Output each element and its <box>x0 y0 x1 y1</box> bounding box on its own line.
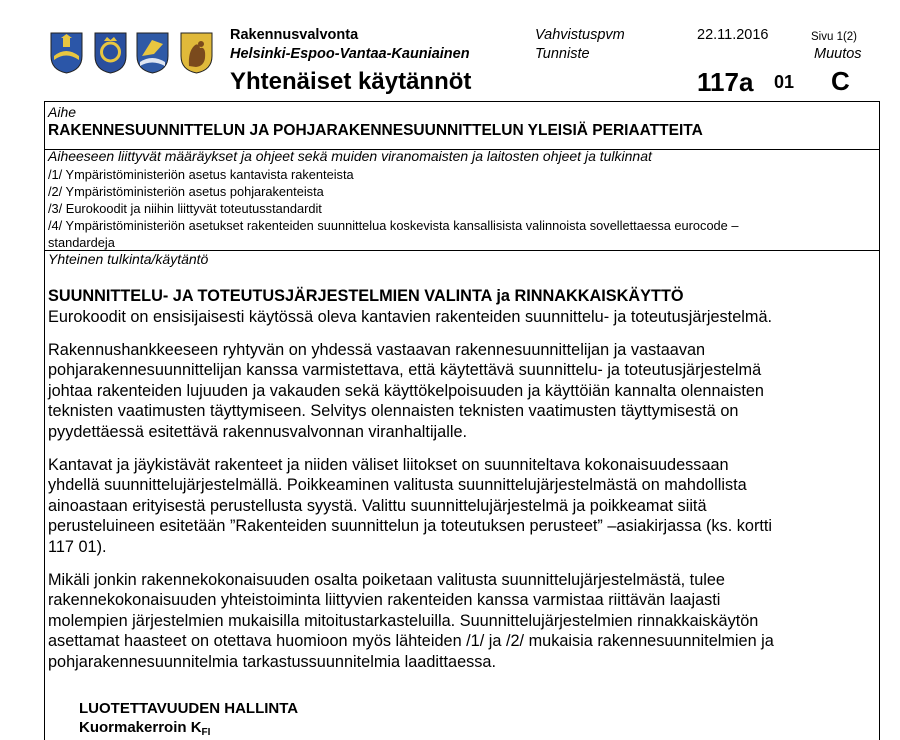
organization-cities: Helsinki-Espoo-Vantaa-Kauniainen <box>230 46 470 62</box>
paragraph-line: pohjarakennesuunnittelijan kanssa varmistettava, että käytettävä suunnittelu- ja toteutusjärjestelmä <box>48 361 762 380</box>
reference-item: /3/ Eurokoodit ja niihin liittyvät toteutusstandardit <box>48 201 322 216</box>
organization-name: Rakennusvalvonta <box>230 27 359 43</box>
paragraph <box>48 455 874 558</box>
paragraph-line: Mikäli jonkin rakennekokonaisuuden osalta poiketaan valitusta suunnittelujärjestelmästä, tulee <box>48 570 725 589</box>
paragraph-line: ainoastaan erityisestä perustellusta syystä. Valittu suunnittelujärjestelmä ja poikkeamat siitä <box>48 496 707 515</box>
reference-item: /1/ Ympäristöministeriön asetus kantavista rakenteista <box>48 167 354 182</box>
reference-item: /2/ Ympäristöministeriön asetus pohjarakenteista <box>48 184 324 199</box>
section-title: SUUNNITTELU- JA TOTEUTUSJÄRJESTELMIEN VALINTA ja RINNAKKAISKÄYTTÖ <box>48 287 684 305</box>
paragraph-line: 117 01). <box>48 537 107 556</box>
tunniste-label: Tunniste <box>535 46 590 62</box>
subsection-line-main: Kuormakerroin K <box>79 719 202 736</box>
helsinki-crest-icon <box>50 32 83 74</box>
reference-item: /4/ Ympäristöministeriön asetukset rakenteiden suunnittelua koskevista kansallisista valinnoista sovellettaessa eurocode – <box>48 218 739 233</box>
paragraph-line: Rakennushankkeeseen ryhtyvän on yhdessä vastaavan rakennesuunnittelijan ja vastaavan <box>48 340 706 359</box>
kauniainen-crest-icon <box>180 32 213 74</box>
subsection-line <box>79 719 210 738</box>
paragraph <box>48 570 874 673</box>
muutos-label: Muutos <box>814 46 862 62</box>
subsection-line-subscript: FI <box>201 727 211 738</box>
paragraph-line: molempien järjestelmien mukaisilla mitoitustarkasteluilla. Suunnittelujärjestelmien rinnakkaiskäytön <box>48 611 759 630</box>
document-title: Yhtenäiset käytännöt <box>230 68 472 95</box>
espoo-crest-icon <box>94 32 127 74</box>
subject-box <box>44 101 880 150</box>
paragraph <box>48 340 874 443</box>
paragraph-line: asettamat haasteet on otettava huomioon myös lähteiden /1/ ja /2/ mukaisia rakennesuunnitelmien ja <box>48 632 774 651</box>
vantaa-crest-icon <box>136 32 169 74</box>
reference-item-continued: standardeja <box>48 235 115 250</box>
interpretation-body <box>48 287 874 673</box>
paragraph <box>48 307 874 328</box>
interpretation-label: Yhteinen tulkinta/käytäntö <box>48 251 209 267</box>
paragraph-line: rakennekokonaisuuden yhteistoiminta liittyvien rakenteiden kanssa varmistaa riittävän laajasti <box>48 591 721 610</box>
references-box <box>44 149 880 251</box>
change-code: C <box>831 66 850 96</box>
paragraph-line: pohjarakennesuunnitelmia tarkastussuunnitelmia laadittaessa. <box>48 652 497 671</box>
paragraph-line: teknisten vaatimusten täyttymiseen. Selvitys olennaisten teknisten vaatimusten täyttymisestä on <box>48 402 739 421</box>
subject-label: Aihe <box>48 104 77 120</box>
paragraph-line: perusteluineen esitetään ”Rakenteiden suunnittelun ja toteutuksen perusteet” –asiakirjassa (ks. kortti <box>48 517 773 536</box>
subsection-title: LUOTETTAVUUDEN HALLINTA <box>79 700 299 717</box>
references-label: Aiheeseen liittyvät määräykset ja ohjeet sekä muiden viranomaisten ja laitosten ohjeet ja tulkinnat <box>48 148 652 164</box>
paragraph-line: yhdellä suunnittelujärjestelmällä. Poikkeaminen valitusta suunnittelujärjestelmästä on mahdollista <box>48 476 747 495</box>
page-indicator: Sivu 1(2) <box>811 31 858 43</box>
card-number: 117a <box>697 67 754 97</box>
card-sub-number: 01 <box>774 72 795 92</box>
paragraph-line: pyydettäessä esitettävä rakennusvalvonnan viranhaltijalle. <box>48 422 468 441</box>
vahvistuspvm-label: Vahvistuspvm <box>535 27 625 43</box>
references-list <box>48 166 874 251</box>
paragraph-line: johtaa rakenteiden lujuuden ja vakauden sekä käyttökelpoisuuden ja käyttöiän kannalta olennaisten <box>48 381 764 400</box>
approval-date: 22.11.2016 <box>697 27 769 43</box>
paragraph-line: Kantavat ja jäykistävät rakenteet ja niiden väliset liitokset on suunniteltava kokonaisuudessaan <box>48 455 729 474</box>
paragraph-line: Eurokoodit on ensisijaisesti käytössä oleva kantavien rakenteiden suunnittelu- ja toteutusjärjestelmä. <box>48 308 773 326</box>
subject-title: RAKENNESUUNNITTELUN JA POHJARAKENNESUUNNITTELUN YLEISIÄ PERIAATTEITA <box>48 122 703 139</box>
